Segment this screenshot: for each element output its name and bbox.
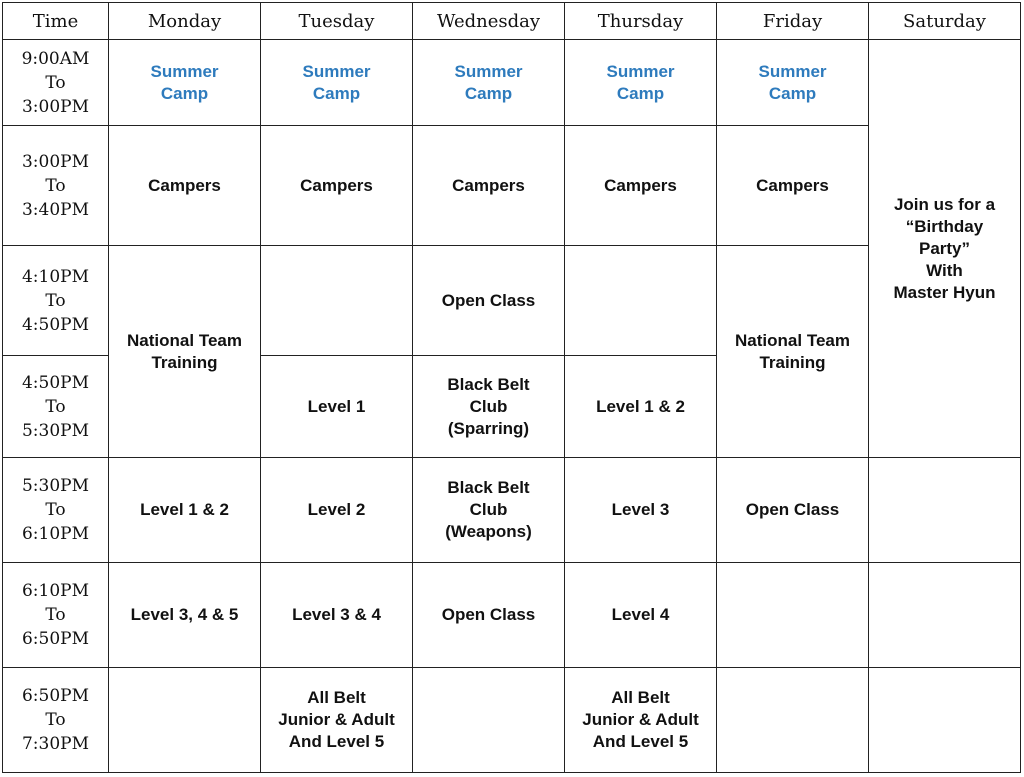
schedule-row [3, 126, 1021, 246]
friday-open-class: Open Class [717, 458, 869, 563]
class-label: Camp [768, 83, 817, 103]
tuesday-campers: Campers [261, 126, 413, 246]
monday-level-1-2: Level 1 & 2 [109, 458, 261, 563]
time-start: 5:30PM [21, 476, 90, 496]
wednesday-summer-camp [413, 40, 565, 126]
time-start: 4:10PM [21, 266, 90, 287]
time-end: 4:50PM [21, 314, 90, 335]
class-label: Training [151, 352, 218, 372]
class-label: Summer [150, 61, 219, 81]
friday-national-team-training [717, 246, 869, 458]
class-label: Camp [464, 83, 513, 103]
time-to: To [45, 500, 66, 520]
class-label: Summer [302, 61, 371, 81]
header-wednesday: Wednesday [413, 3, 565, 40]
time-to: To [45, 710, 66, 730]
time-slot [3, 668, 109, 773]
class-label: (Weapons) [445, 522, 532, 541]
wednesday-black-belt-sparring [413, 356, 565, 458]
thursday-summer-camp [565, 40, 717, 126]
class-label: National Team [735, 330, 850, 350]
wednesday-empty-cell [413, 668, 565, 773]
wednesday-open-class: Open Class [413, 246, 565, 356]
class-label: Junior & Adult [582, 710, 699, 729]
note-line: “Birthday [905, 216, 984, 236]
schedule-row [3, 668, 1021, 773]
saturday-empty-cell [869, 668, 1021, 773]
class-label: Summer [758, 61, 827, 81]
monday-level-3-4-5: Level 3, 4 & 5 [109, 563, 261, 668]
tuesday-empty-cell [261, 246, 413, 356]
time-slot [3, 246, 109, 356]
friday-empty-cell [717, 668, 869, 773]
class-label: Training [759, 352, 826, 372]
tuesday-level-1: Level 1 [261, 356, 413, 458]
header-time: Time [3, 3, 109, 40]
time-slot [3, 458, 109, 563]
friday-empty-cell [717, 563, 869, 668]
class-label: National Team [127, 330, 242, 350]
time-end: 3:00PM [21, 96, 90, 117]
class-label: Club [469, 500, 508, 519]
time-start: 3:00PM [21, 151, 90, 172]
thursday-level-4: Level 4 [565, 563, 717, 668]
tuesday-all-belt [261, 668, 413, 773]
note-line: With [926, 260, 963, 280]
tuesday-level-3-4: Level 3 & 4 [261, 563, 413, 668]
thursday-empty-cell [565, 246, 717, 356]
header-saturday: Saturday [869, 3, 1021, 40]
time-to: To [45, 175, 66, 196]
note-line: Party” [918, 238, 971, 258]
time-to: To [45, 72, 66, 93]
header-tuesday: Tuesday [261, 3, 413, 40]
note-line: Master Hyun [893, 282, 996, 302]
time-slot [3, 356, 109, 458]
time-end: 3:40PM [21, 199, 90, 220]
time-end: 5:30PM [21, 420, 90, 441]
thursday-all-belt [565, 668, 717, 773]
thursday-campers: Campers [565, 126, 717, 246]
tuesday-level-2: Level 2 [261, 458, 413, 563]
class-label: Club [469, 396, 508, 416]
time-end: 6:10PM [21, 524, 90, 544]
class-label: And Level 5 [288, 732, 385, 751]
class-label: Camp [616, 83, 665, 103]
wednesday-campers: Campers [413, 126, 565, 246]
class-label: And Level 5 [592, 732, 689, 751]
monday-summer-camp [109, 40, 261, 126]
time-start: 6:50PM [21, 686, 90, 706]
class-label: Camp [160, 83, 209, 103]
time-slot [3, 126, 109, 246]
schedule-row [3, 458, 1021, 563]
class-label: Summer [606, 61, 675, 81]
class-label: Black Belt [447, 374, 530, 394]
note-line: Join us for a [893, 194, 996, 214]
time-start: 9:00AM [21, 48, 90, 69]
class-label: (Sparring) [447, 418, 530, 438]
class-label: Black Belt [447, 478, 530, 497]
time-start: 6:10PM [21, 581, 90, 601]
time-start: 4:50PM [21, 372, 90, 393]
class-label: Summer [454, 61, 523, 81]
schedule-row [3, 246, 1021, 356]
class-label: Junior & Adult [278, 710, 395, 729]
class-schedule-table [2, 2, 1021, 773]
header-row [3, 3, 1021, 40]
wednesday-black-belt-weapons [413, 458, 565, 563]
saturday-birthday-party [869, 40, 1021, 458]
thursday-level-1-2: Level 1 & 2 [565, 356, 717, 458]
tuesday-summer-camp [261, 40, 413, 126]
monday-national-team-training [109, 246, 261, 458]
header-thursday: Thursday [565, 3, 717, 40]
time-end: 7:30PM [21, 734, 90, 754]
header-monday: Monday [109, 3, 261, 40]
schedule-row [3, 40, 1021, 126]
wednesday-open-class: Open Class [413, 563, 565, 668]
saturday-empty-cell [869, 458, 1021, 563]
schedule-row [3, 563, 1021, 668]
friday-summer-camp [717, 40, 869, 126]
header-friday: Friday [717, 3, 869, 40]
class-label: All Belt [307, 688, 366, 707]
friday-campers: Campers [717, 126, 869, 246]
class-label: All Belt [611, 688, 670, 707]
monday-campers: Campers [109, 126, 261, 246]
saturday-empty-cell [869, 563, 1021, 668]
time-to: To [45, 396, 66, 417]
class-label: Camp [312, 83, 361, 103]
time-slot [3, 563, 109, 668]
thursday-level-3: Level 3 [565, 458, 717, 563]
time-to: To [45, 605, 66, 625]
time-end: 6:50PM [21, 629, 90, 649]
time-to: To [45, 290, 66, 311]
monday-empty-cell [109, 668, 261, 773]
time-slot [3, 40, 109, 126]
